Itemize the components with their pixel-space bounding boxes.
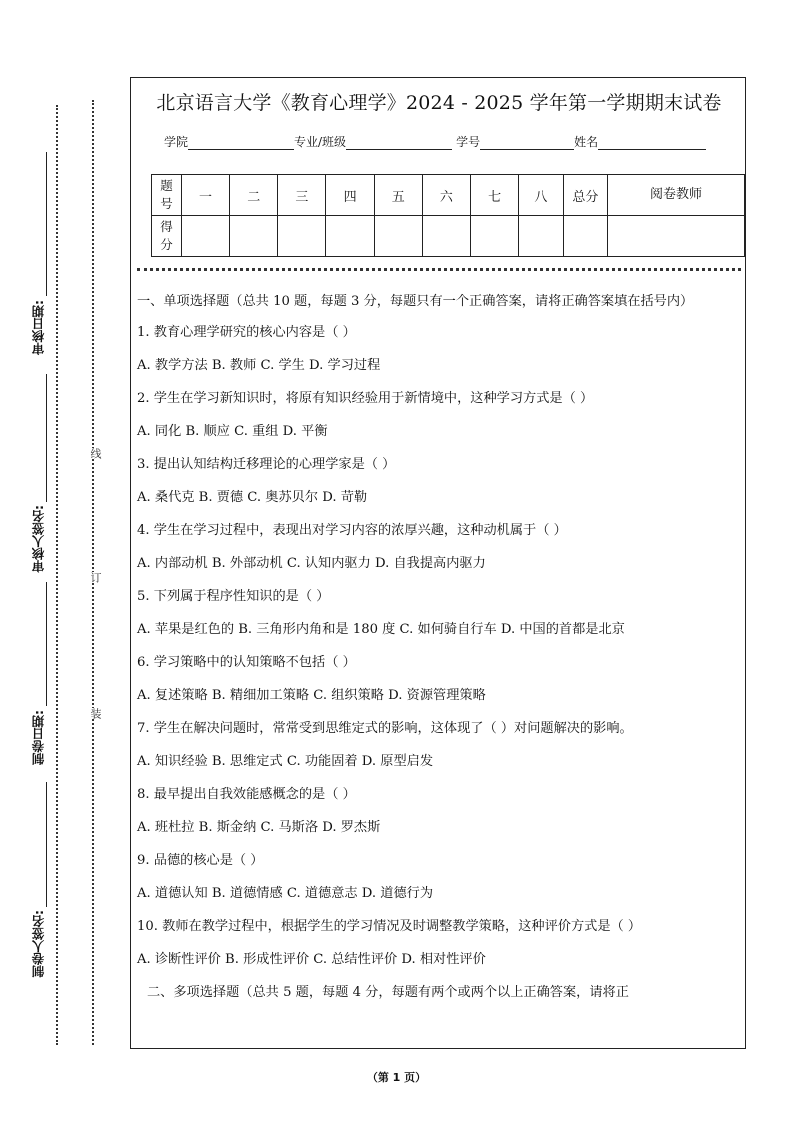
field-id-label: 学号 [456,135,481,149]
answer-options: A. 同化 B. 顺应 C. 重组 D. 平衡 [137,424,328,439]
score-col: 八 [519,175,563,216]
question-text: 7. 学生在解决问题时，常常受到思维定式的影响，这体现了（ ）对问题解决的影响。 [137,721,633,736]
exam-title: 北京语言大学《教育心理学》2024 - 2025 学年第一学期期末试卷 [156,92,722,114]
binding-mark-staple: 订 [89,572,102,583]
score-col: 一 [181,175,229,216]
exam-frame [130,77,746,1049]
reviewer-date-line [46,152,47,296]
answer-options: A. 桑代克 B. 贾德 C. 奥苏贝尔 D. 苛勒 [137,490,368,505]
question-text: 6. 学习策略中的认知策略不包括（ ） [137,655,356,670]
score-cell[interactable] [563,216,607,257]
score-col-total: 总分 [563,175,607,216]
question-text: 10. 教师在教学过程中，根据学生的学习情况及时调整教学策略，这种评价方式是（ ） [137,919,642,934]
reviewer-sign-line [46,374,47,502]
answer-options: A. 道德认知 B. 道德情感 C. 道德意志 D. 道德行为 [137,886,434,901]
page-number: （第 1 页） [366,1071,427,1084]
field-name-label: 姓名 [574,135,599,149]
question-text: 2. 学生在学习新知识时，将原有知识经验用于新情境中，这种学习方式是（ ） [137,391,594,406]
question-text: 1. 教育心理学研究的核心内容是（ ） [137,325,356,340]
field-major-label: 专业/班级 [294,135,347,149]
maker-date-line [46,582,47,706]
score-table-row-label: 得分 [152,216,182,257]
maker-sign-line [46,782,47,907]
student-info-row [164,133,706,150]
field-major-input[interactable] [346,136,452,150]
binding-mark-bind: 装 [89,708,102,719]
score-table-row-label: 题号 [152,175,182,216]
maker-sign-label: 制卷人签名: [31,910,46,978]
score-col: 二 [230,175,278,216]
separator-dotted-line [137,268,741,271]
answer-options: A. 知识经验 B. 思维定式 C. 功能固着 D. 原型启发 [137,754,434,769]
score-table-score-row [152,216,745,257]
answer-options: A. 苹果是红色的 B. 三角形内角和是 180 度 C. 如何骑自行车 D. 中国的首都是北京 [137,622,625,637]
score-col: 六 [422,175,470,216]
question-text: 3. 提出认知结构迁移理论的心理学家是（ ） [137,457,396,472]
section-heading: 二、多项选择题（总共 5 题，每题 4 分，每题有两个或两个以上正确答案，请将正 [147,985,629,1000]
reviewer-date-label: 审核日期: [31,300,46,355]
field-college-input[interactable] [188,136,294,150]
field-id-input[interactable] [480,136,574,150]
left-dotted-line [56,105,58,1045]
question-text: 8. 最早提出自我效能感概念的是（ ） [137,787,356,802]
answer-options: A. 班杜拉 B. 斯金纳 C. 马斯洛 D. 罗杰斯 [137,820,381,835]
score-col-grader: 阅卷教师 [608,175,745,216]
section-heading: 一、单项选择题（总共 10 题，每题 3 分，每题只有一个正确答案，请将正确答案填在括号内） [137,294,694,309]
score-table-header-row [152,175,745,216]
score-col: 五 [374,175,422,216]
question-text: 5. 下列属于程序性知识的是（ ） [137,589,330,604]
score-cell[interactable] [519,216,563,257]
answer-options: A. 内部动机 B. 外部动机 C. 认知内驱力 D. 自我提高内驱力 [137,556,486,571]
question-text: 9. 品德的核心是（ ） [137,853,264,868]
score-col: 七 [471,175,519,216]
score-col: 三 [278,175,326,216]
score-cell[interactable] [608,216,745,257]
question-text: 4. 学生在学习过程中，表现出对学习内容的浓厚兴趣，这种动机属于（ ） [137,523,567,538]
answer-options: A. 教学方法 B. 教师 C. 学生 D. 学习过程 [137,358,381,373]
field-college-label: 学院 [164,135,189,149]
score-cell[interactable] [422,216,470,257]
score-cell[interactable] [181,216,229,257]
score-col: 四 [326,175,374,216]
reviewer-sign-label: 审核人签名: [31,505,46,573]
field-name-input[interactable] [598,136,706,150]
score-table [151,174,745,257]
score-cell[interactable] [471,216,519,257]
score-cell[interactable] [374,216,422,257]
question-content [137,291,741,1003]
answer-options: A. 诊断性评价 B. 形成性评价 C. 总结性评价 D. 相对性评价 [137,952,486,967]
answer-options: A. 复述策略 B. 精细加工策略 C. 组织策略 D. 资源管理策略 [137,688,486,703]
maker-date-label: 制卷日期: [31,710,46,765]
score-cell[interactable] [230,216,278,257]
binding-mark-line: 线 [89,448,102,459]
score-cell[interactable] [326,216,374,257]
score-cell[interactable] [278,216,326,257]
